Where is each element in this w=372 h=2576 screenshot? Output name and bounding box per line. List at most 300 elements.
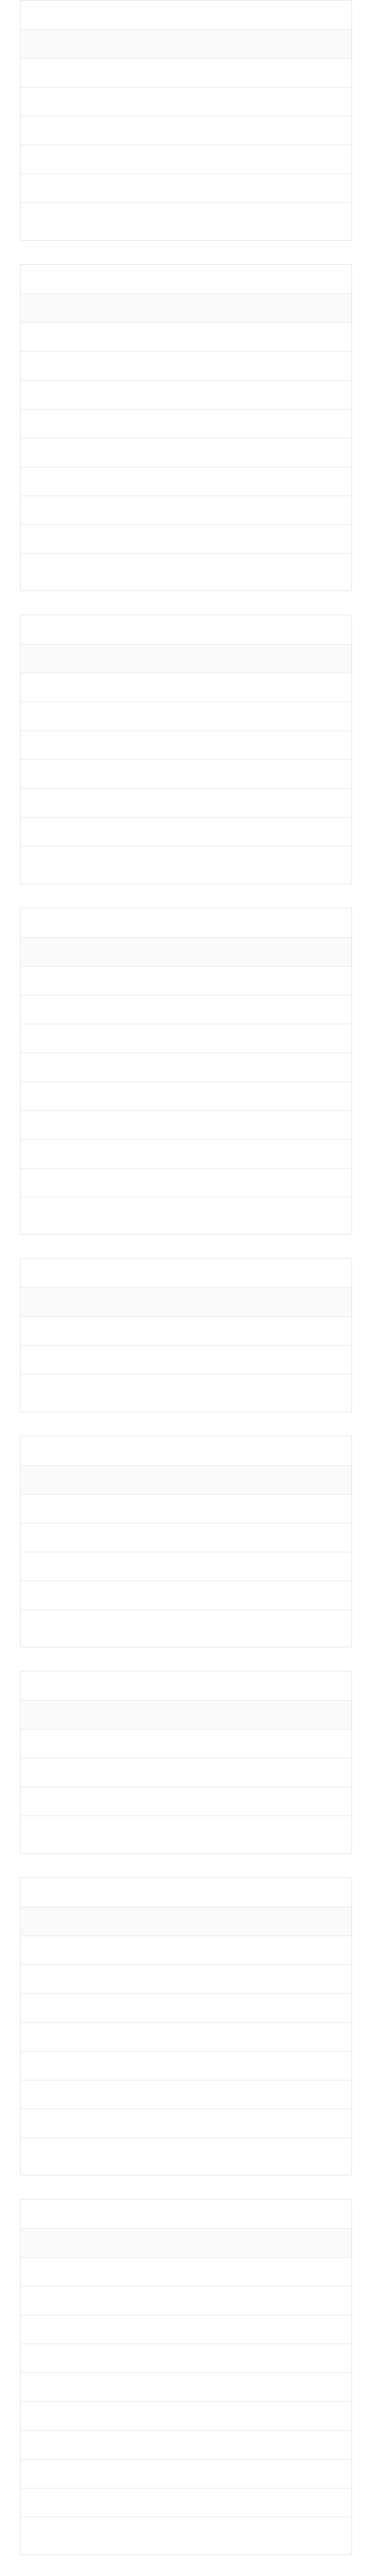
col-address-cell bbox=[216, 2315, 351, 2344]
col-address-cell bbox=[216, 59, 351, 88]
table-header-row bbox=[21, 30, 351, 59]
col-org-name-cell bbox=[93, 2258, 216, 2286]
col-number-header bbox=[21, 30, 57, 59]
col-address-cell bbox=[216, 1552, 351, 1581]
col-number-cell bbox=[21, 409, 57, 438]
col-number-cell bbox=[21, 1609, 57, 1638]
section-title bbox=[21, 908, 351, 937]
col-address-cell bbox=[216, 88, 351, 116]
col-region-cell bbox=[57, 846, 94, 875]
col-region-cell bbox=[57, 995, 94, 1024]
table-row bbox=[21, 2517, 351, 2546]
table-header-row bbox=[21, 645, 351, 673]
col-org-name-cell bbox=[93, 2431, 216, 2460]
table-row bbox=[21, 1787, 351, 1816]
section-table bbox=[21, 1287, 351, 1403]
table-row bbox=[21, 995, 351, 1024]
col-org-name-cell bbox=[93, 1523, 216, 1552]
col-number-header bbox=[21, 1701, 57, 1730]
col-address-cell bbox=[216, 846, 351, 875]
col-number-cell bbox=[21, 1816, 57, 1845]
col-region-cell bbox=[57, 2373, 94, 2402]
col-number-cell bbox=[21, 2022, 57, 2051]
col-address-cell bbox=[216, 2344, 351, 2373]
col-number-cell bbox=[21, 2109, 57, 2138]
table-row bbox=[21, 1609, 351, 1638]
col-address-cell bbox=[216, 2109, 351, 2138]
col-address-cell bbox=[216, 438, 351, 467]
section-card bbox=[20, 0, 352, 241]
col-region-cell bbox=[57, 1375, 94, 1403]
col-address-cell bbox=[216, 116, 351, 145]
section-title bbox=[21, 615, 351, 644]
col-address-cell bbox=[216, 496, 351, 524]
col-org-name-cell bbox=[93, 145, 216, 174]
table-row bbox=[21, 1581, 351, 1609]
col-org-name-cell bbox=[93, 2080, 216, 2109]
col-region-header bbox=[57, 1465, 94, 1494]
col-number-cell bbox=[21, 2517, 57, 2546]
table-row bbox=[21, 2488, 351, 2517]
col-org-name-header bbox=[93, 1907, 216, 1936]
col-address-cell bbox=[216, 351, 351, 380]
col-number-cell bbox=[21, 1730, 57, 1758]
table-row bbox=[21, 1024, 351, 1053]
col-number-cell bbox=[21, 1197, 57, 1226]
col-address-cell bbox=[216, 1758, 351, 1787]
col-region-cell bbox=[57, 116, 94, 145]
table-header-row bbox=[21, 1907, 351, 1936]
col-region-cell bbox=[57, 2488, 94, 2517]
table-row bbox=[21, 1317, 351, 1346]
table-row bbox=[21, 2286, 351, 2315]
col-number-cell bbox=[21, 203, 57, 232]
col-number-cell bbox=[21, 323, 57, 351]
section-table bbox=[21, 294, 351, 583]
col-region-cell bbox=[57, 59, 94, 88]
col-number-cell bbox=[21, 966, 57, 995]
col-address-cell bbox=[216, 1581, 351, 1609]
col-org-name-cell bbox=[93, 1581, 216, 1609]
col-number-cell bbox=[21, 2051, 57, 2080]
col-org-name-cell bbox=[93, 1964, 216, 1993]
table-header-row bbox=[21, 2229, 351, 2258]
col-org-name-cell bbox=[93, 1609, 216, 1638]
table-row bbox=[21, 323, 351, 351]
col-org-name-cell bbox=[93, 2315, 216, 2344]
col-org-name-cell bbox=[93, 731, 216, 760]
col-number-cell bbox=[21, 1552, 57, 1581]
col-region-cell bbox=[57, 1964, 94, 1993]
col-address-cell bbox=[216, 203, 351, 232]
table-row bbox=[21, 351, 351, 380]
col-address-cell bbox=[216, 673, 351, 702]
col-number-cell bbox=[21, 1139, 57, 1168]
section-title bbox=[21, 2199, 351, 2228]
col-region-cell bbox=[57, 88, 94, 116]
col-region-cell bbox=[57, 966, 94, 995]
table-row bbox=[21, 2431, 351, 2460]
col-number-header bbox=[21, 937, 57, 966]
col-org-name-cell bbox=[93, 2488, 216, 2517]
table-row bbox=[21, 789, 351, 818]
table-row bbox=[21, 409, 351, 438]
col-address-header bbox=[216, 1465, 351, 1494]
table-row bbox=[21, 116, 351, 145]
col-region-cell bbox=[57, 2138, 94, 2166]
col-region-cell bbox=[57, 1523, 94, 1552]
col-region-cell bbox=[57, 1609, 94, 1638]
col-address-cell bbox=[216, 2373, 351, 2402]
col-org-name-header bbox=[93, 294, 216, 323]
col-address-cell bbox=[216, 1964, 351, 1993]
col-number-cell bbox=[21, 1081, 57, 1110]
col-org-name-cell bbox=[93, 380, 216, 409]
table-row bbox=[21, 145, 351, 174]
col-region-cell bbox=[57, 2460, 94, 2488]
col-region-header bbox=[57, 645, 94, 673]
col-number-header bbox=[21, 645, 57, 673]
col-org-name-header bbox=[93, 645, 216, 673]
section-title bbox=[21, 1436, 351, 1465]
table-row bbox=[21, 702, 351, 731]
col-org-name-cell bbox=[93, 351, 216, 380]
section-table bbox=[21, 1700, 351, 1845]
col-org-name-cell bbox=[93, 409, 216, 438]
section-table bbox=[21, 937, 351, 1226]
col-address-header bbox=[216, 1907, 351, 1936]
table-row bbox=[21, 2373, 351, 2402]
col-address-cell bbox=[216, 409, 351, 438]
col-org-name-header bbox=[93, 30, 216, 59]
col-region-cell bbox=[57, 1787, 94, 1816]
col-region-cell bbox=[57, 380, 94, 409]
col-org-name-cell bbox=[93, 1787, 216, 1816]
col-org-name-cell bbox=[93, 1758, 216, 1787]
col-region-cell bbox=[57, 351, 94, 380]
col-org-name-cell bbox=[93, 1024, 216, 1053]
col-address-header bbox=[216, 30, 351, 59]
table-row bbox=[21, 2258, 351, 2286]
col-address-cell bbox=[216, 995, 351, 1024]
col-number-cell bbox=[21, 2315, 57, 2344]
col-region-cell bbox=[57, 2258, 94, 2286]
col-org-name-cell bbox=[93, 2138, 216, 2166]
table-row bbox=[21, 1081, 351, 1110]
col-address-cell bbox=[216, 174, 351, 203]
col-region-cell bbox=[57, 467, 94, 496]
col-number-cell bbox=[21, 1787, 57, 1816]
col-address-cell bbox=[216, 1317, 351, 1346]
col-region-cell bbox=[57, 2517, 94, 2546]
col-address-cell bbox=[216, 2258, 351, 2286]
col-number-cell bbox=[21, 2431, 57, 2460]
table-row bbox=[21, 2051, 351, 2080]
col-org-name-cell bbox=[93, 1081, 216, 1110]
col-number-cell bbox=[21, 2344, 57, 2373]
col-number-cell bbox=[21, 467, 57, 496]
table-row bbox=[21, 524, 351, 553]
col-org-name-cell bbox=[93, 1197, 216, 1226]
col-number-cell bbox=[21, 380, 57, 409]
col-region-cell bbox=[57, 1758, 94, 1787]
col-address-cell bbox=[216, 1993, 351, 2022]
section-table bbox=[21, 29, 351, 232]
col-org-name-cell bbox=[93, 1936, 216, 1964]
col-region-header bbox=[57, 1701, 94, 1730]
col-org-name-header bbox=[93, 1288, 216, 1317]
col-address-header bbox=[216, 1701, 351, 1730]
section-card bbox=[20, 1671, 352, 1854]
col-number-cell bbox=[21, 731, 57, 760]
table-row bbox=[21, 2315, 351, 2344]
col-address-header bbox=[216, 1288, 351, 1317]
col-org-name-cell bbox=[93, 995, 216, 1024]
col-org-name-cell bbox=[93, 467, 216, 496]
col-org-name-cell bbox=[93, 323, 216, 351]
col-number-cell bbox=[21, 1993, 57, 2022]
col-org-name-cell bbox=[93, 1375, 216, 1403]
col-region-header bbox=[57, 30, 94, 59]
col-region-cell bbox=[57, 2344, 94, 2373]
table-row bbox=[21, 1110, 351, 1139]
col-address-cell bbox=[216, 1197, 351, 1226]
col-address-cell bbox=[216, 1110, 351, 1139]
col-region-header bbox=[57, 1907, 94, 1936]
col-region-cell bbox=[57, 1110, 94, 1139]
col-region-cell bbox=[57, 2315, 94, 2344]
col-region-cell bbox=[57, 2022, 94, 2051]
col-number-cell bbox=[21, 1936, 57, 1964]
col-address-cell bbox=[216, 553, 351, 582]
col-number-cell bbox=[21, 1964, 57, 1993]
col-region-cell bbox=[57, 174, 94, 203]
col-org-name-cell bbox=[93, 1346, 216, 1375]
col-number-cell bbox=[21, 438, 57, 467]
table-row bbox=[21, 2022, 351, 2051]
col-region-cell bbox=[57, 1552, 94, 1581]
col-number-cell bbox=[21, 553, 57, 582]
table-row bbox=[21, 553, 351, 582]
section-card bbox=[20, 264, 352, 591]
table-header-row bbox=[21, 1465, 351, 1494]
table-row bbox=[21, 818, 351, 846]
col-region-cell bbox=[57, 203, 94, 232]
col-address-cell bbox=[216, 2286, 351, 2315]
col-region-cell bbox=[57, 524, 94, 553]
table-row bbox=[21, 2109, 351, 2138]
table-row bbox=[21, 1346, 351, 1375]
col-number-cell bbox=[21, 2258, 57, 2286]
table-row bbox=[21, 467, 351, 496]
col-org-name-cell bbox=[93, 203, 216, 232]
section-card bbox=[20, 615, 352, 884]
col-org-name-cell bbox=[93, 789, 216, 818]
col-org-name-cell bbox=[93, 496, 216, 524]
col-org-name-cell bbox=[93, 1110, 216, 1139]
section-title bbox=[21, 1671, 351, 1700]
col-region-cell bbox=[57, 409, 94, 438]
col-address-cell bbox=[216, 145, 351, 174]
col-org-name-cell bbox=[93, 1139, 216, 1168]
col-number-cell bbox=[21, 2080, 57, 2109]
table-row bbox=[21, 1168, 351, 1197]
section-card bbox=[20, 908, 352, 1235]
col-org-name-header bbox=[93, 2229, 216, 2258]
col-org-name-cell bbox=[93, 524, 216, 553]
col-number-cell bbox=[21, 1523, 57, 1552]
section-table bbox=[21, 644, 351, 875]
col-region-cell bbox=[57, 1494, 94, 1523]
col-number-cell bbox=[21, 88, 57, 116]
col-address-cell bbox=[216, 1375, 351, 1403]
col-org-name-cell bbox=[93, 2109, 216, 2138]
col-org-name-cell bbox=[93, 2344, 216, 2373]
col-address-cell bbox=[216, 2431, 351, 2460]
col-address-cell bbox=[216, 2402, 351, 2431]
col-org-name-cell bbox=[93, 88, 216, 116]
table-row bbox=[21, 1758, 351, 1787]
col-org-name-cell bbox=[93, 702, 216, 731]
col-address-cell bbox=[216, 1816, 351, 1845]
col-number-cell bbox=[21, 2460, 57, 2488]
col-number-cell bbox=[21, 1494, 57, 1523]
col-region-cell bbox=[57, 2431, 94, 2460]
table-row bbox=[21, 2460, 351, 2488]
table-row bbox=[21, 380, 351, 409]
col-address-cell bbox=[216, 1168, 351, 1197]
table-row bbox=[21, 1936, 351, 1964]
col-number-header bbox=[21, 1288, 57, 1317]
col-address-cell bbox=[216, 1346, 351, 1375]
col-region-cell bbox=[57, 2080, 94, 2109]
section-title bbox=[21, 1878, 351, 1907]
col-region-cell bbox=[57, 1081, 94, 1110]
table-row bbox=[21, 59, 351, 88]
col-org-name-cell bbox=[93, 1993, 216, 2022]
table-row bbox=[21, 2138, 351, 2166]
table-row bbox=[21, 1375, 351, 1403]
col-org-name-cell bbox=[93, 2286, 216, 2315]
col-org-name-cell bbox=[93, 174, 216, 203]
col-address-header bbox=[216, 645, 351, 673]
table-header-row bbox=[21, 937, 351, 966]
col-address-cell bbox=[216, 789, 351, 818]
col-number-cell bbox=[21, 1375, 57, 1403]
table-row bbox=[21, 88, 351, 116]
col-region-cell bbox=[57, 1730, 94, 1758]
col-org-name-cell bbox=[93, 1816, 216, 1845]
col-org-name-header bbox=[93, 1701, 216, 1730]
col-number-cell bbox=[21, 1110, 57, 1139]
table-row bbox=[21, 731, 351, 760]
col-number-cell bbox=[21, 673, 57, 702]
section-title bbox=[21, 265, 351, 294]
col-number-cell bbox=[21, 59, 57, 88]
table-row bbox=[21, 760, 351, 789]
col-org-name-cell bbox=[93, 760, 216, 789]
table-header-row bbox=[21, 294, 351, 323]
col-region-cell bbox=[57, 323, 94, 351]
col-org-name-cell bbox=[93, 966, 216, 995]
col-address-header bbox=[216, 2229, 351, 2258]
col-address-cell bbox=[216, 2460, 351, 2488]
col-number-header bbox=[21, 1907, 57, 1936]
table-row bbox=[21, 966, 351, 995]
col-address-cell bbox=[216, 1936, 351, 1964]
col-address-cell bbox=[216, 818, 351, 846]
col-org-name-cell bbox=[93, 2517, 216, 2546]
table-row bbox=[21, 1964, 351, 1993]
table-header-row bbox=[21, 1701, 351, 1730]
col-address-cell bbox=[216, 2022, 351, 2051]
col-region-cell bbox=[57, 496, 94, 524]
col-org-name-cell bbox=[93, 1552, 216, 1581]
table-row bbox=[21, 1139, 351, 1168]
col-org-name-cell bbox=[93, 1494, 216, 1523]
col-region-cell bbox=[57, 1936, 94, 1964]
col-org-name-cell bbox=[93, 2022, 216, 2051]
col-number-cell bbox=[21, 760, 57, 789]
col-region-cell bbox=[57, 702, 94, 731]
col-org-name-cell bbox=[93, 1730, 216, 1758]
col-address-header bbox=[216, 937, 351, 966]
table-row bbox=[21, 2402, 351, 2431]
col-number-cell bbox=[21, 1346, 57, 1375]
table-row bbox=[21, 1730, 351, 1758]
col-address-cell bbox=[216, 2138, 351, 2166]
col-org-name-cell bbox=[93, 818, 216, 846]
col-region-cell bbox=[57, 2051, 94, 2080]
section-table bbox=[21, 2228, 351, 2546]
col-number-cell bbox=[21, 1168, 57, 1197]
col-address-cell bbox=[216, 1081, 351, 1110]
col-address-cell bbox=[216, 2488, 351, 2517]
col-org-name-cell bbox=[93, 553, 216, 582]
table-row bbox=[21, 203, 351, 232]
col-region-cell bbox=[57, 1168, 94, 1197]
col-number-cell bbox=[21, 2488, 57, 2517]
col-region-cell bbox=[57, 553, 94, 582]
col-address-header bbox=[216, 294, 351, 323]
col-number-cell bbox=[21, 116, 57, 145]
col-region-cell bbox=[57, 1346, 94, 1375]
col-org-name-cell bbox=[93, 2051, 216, 2080]
sections-list bbox=[20, 0, 352, 2555]
col-number-header bbox=[21, 294, 57, 323]
col-region-cell bbox=[57, 1139, 94, 1168]
col-number-cell bbox=[21, 1024, 57, 1053]
table-row bbox=[21, 1494, 351, 1523]
col-number-cell bbox=[21, 1053, 57, 1081]
section-table bbox=[21, 1465, 351, 1639]
col-address-cell bbox=[216, 1787, 351, 1816]
col-org-name-cell bbox=[93, 2402, 216, 2431]
col-region-cell bbox=[57, 1993, 94, 2022]
table-row bbox=[21, 2344, 351, 2373]
col-region-cell bbox=[57, 673, 94, 702]
col-org-name-cell bbox=[93, 846, 216, 875]
col-region-cell bbox=[57, 2109, 94, 2138]
col-number-cell bbox=[21, 818, 57, 846]
col-address-cell bbox=[216, 524, 351, 553]
col-region-cell bbox=[57, 145, 94, 174]
col-number-cell bbox=[21, 1758, 57, 1787]
table-row bbox=[21, 1053, 351, 1081]
section-title bbox=[21, 1, 351, 29]
col-org-name-header bbox=[93, 1465, 216, 1494]
table-row bbox=[21, 2080, 351, 2109]
